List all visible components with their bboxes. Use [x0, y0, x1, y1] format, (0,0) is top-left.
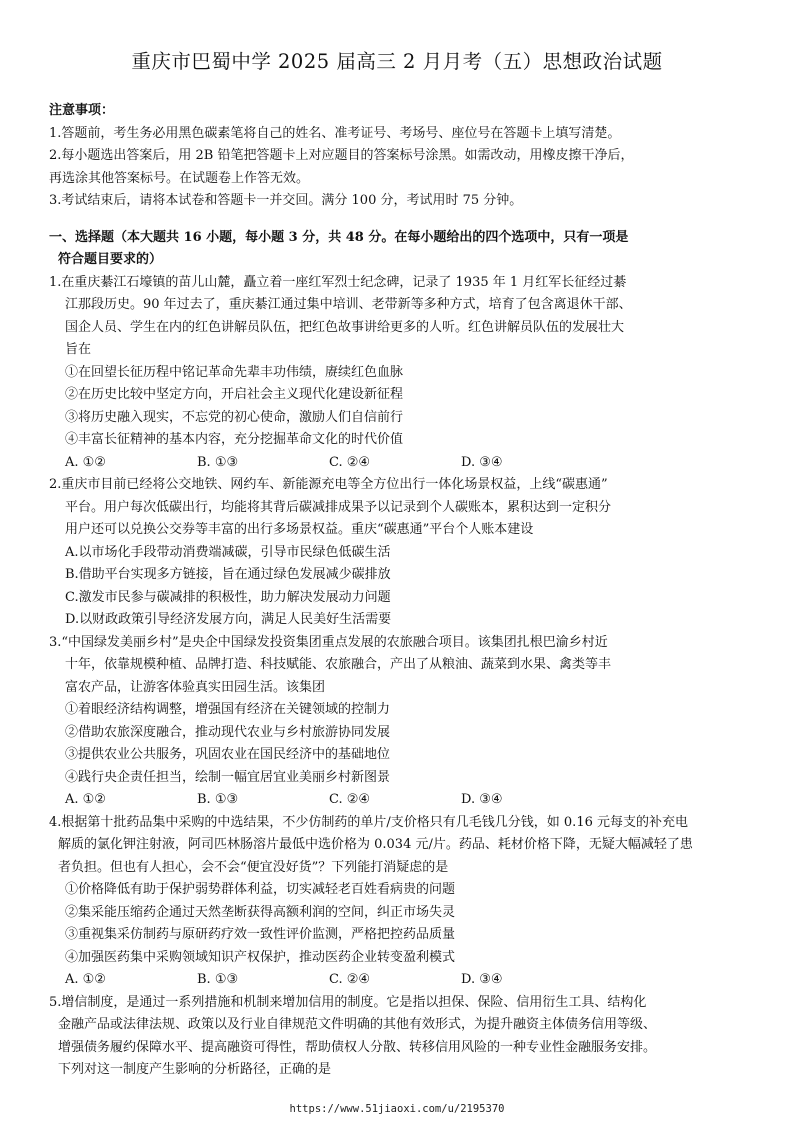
q1-choice: ④丰富长征精神的基本内容，充分挖掘革命文化的时代价值 — [65, 432, 404, 447]
q2-option-c: C.激发市民参与碳减排的积极性，助力解决发展动力问题 — [65, 589, 391, 605]
q2-option-a: A.以市场化手段带动消费端减碳，引导市民绿色低碳生活 — [65, 544, 391, 560]
q4-stem: 4.根据第十批药品集中采购的中选结果，不少仿制药的单片/支价格只有几毛钱几分钱，如 0.16 元每支的补充电 — [49, 814, 688, 830]
q4-option-a: A. ①② — [65, 972, 106, 987]
q4-choice: ②集采能压缩药企通过天然垄断获得高额利润的空间，纠正市场失灵 — [65, 904, 456, 920]
q3-option-c: C. ②④ — [329, 792, 371, 807]
q3-options — [49, 789, 749, 812]
q3-choice: ②借助农旅深度融合，推动现代农业与乡村旅游协同发展 — [65, 724, 391, 740]
q5-stem: 金融产品或法律法规、政策以及行业自律规范文件明确的其他有效形式，为提升融资主体债务信用等级、 — [58, 1017, 657, 1032]
q2-option-d: D.以财政政策引导经济发展方向，满足人民美好生活需要 — [65, 612, 392, 627]
q4-options — [49, 969, 749, 992]
q3-choice: ③提供农业公共服务，巩固农业在国民经济中的基础地位 — [65, 747, 391, 762]
q4-option-b: B. ①③ — [197, 972, 239, 987]
q1-options — [49, 452, 749, 475]
q4-stem: 解质的氯化钾注射液，阿司匹林肠溶片最低中选价格为 0.034 元/片。药品、耗材价格下降，无疑大幅减轻了患 — [58, 837, 693, 852]
q3-choice: ④践行央企责任担当，绘制一幅宜居宜业美丽乡村新图景 — [65, 769, 391, 785]
q4-option-c: C. ②④ — [329, 972, 371, 987]
q1-choice: ②在历史比较中坚定方向，开启社会主义现代化建设新征程 — [65, 387, 404, 402]
q3-stem: 富农产品，让游客体验真实田园生活。该集团 — [65, 679, 326, 695]
q1-option-c: C. ②④ — [329, 454, 371, 470]
q1-option-a: A. ①② — [65, 454, 106, 470]
q3-stem: 3.“中国绿发美丽乡村”是央企中国绿发投资集团重点发展的农旅融合项目。该集团扎根巴渝乡村近 — [49, 634, 608, 650]
q5-stem: 5.增信制度，是通过一系列措施和机制来增加信用的制度。它是指以担保、保险、信用衍生工具、结构化 — [49, 994, 647, 1010]
notice-item: 再选涂其他答案标号。在试题卷上作答无效。 — [49, 170, 310, 186]
q2-stem: 平台。用户每次低碳出行，均能将其背后碳减排成果予以记录到个人碳账本，累积达到一定积分 — [65, 499, 612, 515]
q1-stem: 国企人员、学生在内的红色讲解员队伍，把红色故事讲给更多的人听。红色讲解员队伍的发展壮大 — [65, 319, 625, 335]
exam-content — [49, 100, 749, 1082]
q3-option-d: D. ③④ — [461, 792, 503, 807]
q1-stem: 旨在 — [65, 342, 92, 357]
section-heading: 一、选择题（本大题共 16 小题，每小题 3 分，共 48 分。在每小题给出的四个选项中，只有一项是 — [49, 229, 629, 245]
q1-choice: ①在回望长征历程中铭记革命先辈丰功伟绩，赓续红色血脉 — [65, 364, 404, 380]
exam-title: 重庆市巴蜀中学 2025 届高三 2 月月考（五）思想政治试题 — [131, 50, 663, 73]
q2-option-b: B.借助平台实现多方链接，旨在通过绿色发展减少碳排放 — [65, 567, 391, 582]
q5-stem: 增强债务履约保障水平、提高融资可得性，帮助债权人分散、转移信用风险的一种专业性金融服务安排。 — [58, 1039, 657, 1055]
q3-option-b: B. ①③ — [197, 792, 239, 807]
q1-choice: ③将历史融入现实，不忘党的初心使命，激励人们自信前行 — [65, 409, 404, 425]
q1-stem: 江那段历史。90 年过去了，重庆綦江通过集中培训、老带新等多种方式，培育了包含离退休干部、 — [65, 297, 632, 312]
q3-stem: 十年，依靠规模种植、品牌打造、科技赋能、农旅融合，产出了从粮油、蔬菜到水果、禽类等丰 — [65, 657, 612, 672]
q4-choice: ③重视集采仿制药与原研药疗效一致性评价监测，严格把控药品质量 — [65, 927, 456, 942]
notice-heading: 注意事项： — [49, 103, 115, 118]
notice-item: 1.答题前，考生务必用黑色碳素笔将自己的姓名、准考证号、考场号、座位号在答题卡上填写清楚。 — [49, 125, 621, 141]
q3-choice: ①着眼经济结构调整，增强国有经济在关键领域的控制力 — [65, 702, 391, 717]
q4-option-d: D. ③④ — [461, 972, 503, 987]
q1-option-d: D. ③④ — [461, 454, 503, 470]
notice-item: 2.每小题选出答案后，用 2B 铅笔把答题卡上对应题目的答案标号涂黑。如需改动，用橡皮擦干净后， — [49, 148, 634, 163]
q1-stem: 1.在重庆綦江石壕镇的苗儿山麓，矗立着一座红军烈士纪念碑，记录了 1935 年 1 月红军长征经过綦 — [49, 274, 627, 290]
source-watermark-link[interactable]: https://www.51jiaoxi.com/u/2195370 — [289, 1103, 505, 1115]
q4-choice: ④加强医药集中采购领域知识产权保护，推动医药企业转变盈利模式 — [65, 949, 456, 965]
section-heading-cont: 符合题目要求的） — [58, 252, 163, 267]
notice-item: 3.考试结束后，请将本试卷和答题卡一并交回。满分 100 分，考试用时 75 分钟。 — [49, 193, 523, 208]
q3-option-a: A. ①② — [65, 792, 106, 807]
q2-stem: 用户还可以兑换公交券等丰富的出行多场景权益。重庆“碳惠通”平台个人账本建设 — [65, 522, 534, 537]
q4-choice: ①价格降低有助于保护弱势群体利益，切实减轻老百姓看病贵的问题 — [65, 882, 456, 897]
q4-stem: 者负担。但也有人担心，会不会“便宜没好货”？下列能打消疑虑的是 — [58, 859, 449, 875]
q5-stem: 下列对这一制度产生影响的分析路径，正确的是 — [58, 1062, 332, 1077]
q1-option-b: B. ①③ — [197, 454, 239, 470]
q2-stem: 2.重庆市目前已经将公交地铁、网约车、新能源充电等全方位出行一体化场景权益，上线“碳惠通” — [49, 477, 608, 492]
